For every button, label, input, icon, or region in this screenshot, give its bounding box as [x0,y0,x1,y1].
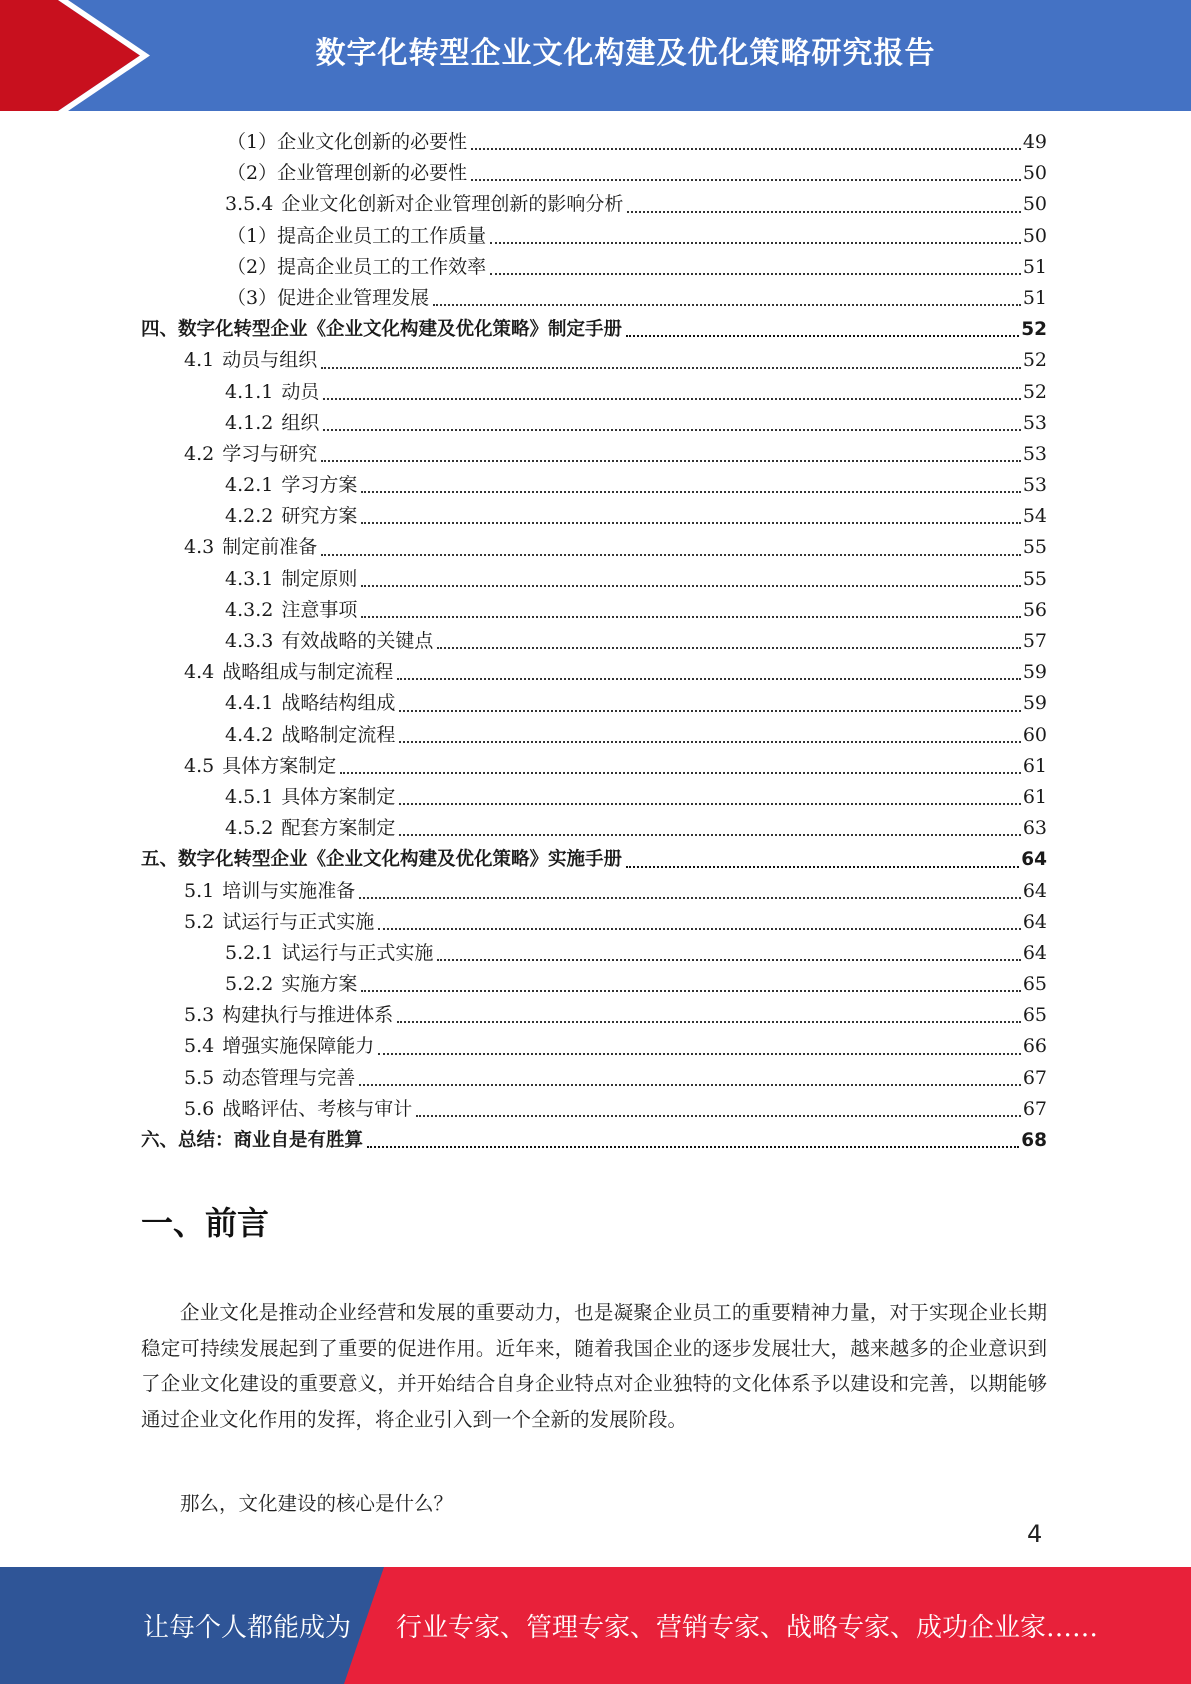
toc-entry[interactable] [141,1000,1047,1031]
toc-entry-page: 53 [1022,411,1047,434]
toc-dot-leader [397,677,1021,680]
toc-entry-number: 5.3 [184,1004,215,1027]
toc-entry-title: 制定前准备 [222,536,318,559]
page-number: 4 [1027,1520,1043,1548]
toc-entry-number: 4.4.1 [225,692,274,715]
toc-dot-leader [437,646,1020,649]
toc-entry-page: 55 [1022,567,1047,590]
toc-entry-page: 64 [1021,849,1047,871]
toc-dot-leader [378,1052,1021,1055]
toc-dot-leader [321,459,1021,462]
toc-dot-leader [437,958,1020,961]
toc-dot-leader [359,896,1021,899]
toc-dot-leader [340,771,1021,774]
toc-entry-page: 52 [1022,349,1047,372]
toc-entry-number: 4.5 [184,754,215,777]
toc-entry-title: 培训与实施准备 [222,879,356,902]
toc-dot-leader [471,147,1021,150]
toc-entry-page: 67 [1022,1097,1047,1120]
toc-dot-leader [361,521,1020,524]
toc-entry-page: 56 [1022,598,1047,621]
table-of-contents [141,127,1047,1156]
toc-entry-page: 64 [1022,941,1047,964]
toc-entry-number: 4.4.2 [225,723,274,746]
toc-entry[interactable] [141,439,1047,470]
toc-dot-leader [367,1145,1019,1148]
toc-entry-number: 4.3.3 [225,630,274,652]
toc-dot-leader [361,615,1020,618]
toc-entry-page: 60 [1022,723,1047,746]
toc-dot-leader [361,584,1020,587]
toc-entry-number: 4.3.2 [225,598,274,621]
toc-entry[interactable] [141,813,1047,844]
toc-entry-number: 4.2 [184,442,215,465]
toc-dot-leader [626,334,1019,337]
toc-entry-title: 有效战略的关键点 [281,630,434,652]
body-paragraph: 企业文化是推动企业经营和发展的重要动力，也是凝聚企业员工的重要精神力量，对于实现企业长期稳定可持续发展起到了重要的促进作用。近年来，随着我国企业的逐步发展壮大，越来越多的企业意识到了企业文化建设的重要意义，并开始结合自身企业特点对企业独特的文化体系予以建设和完善，以期能够通过企业文化作用的发挥，将企业引入到一个全新的发展阶段。 [141,1301,1047,1431]
toc-entry-number: 4.1 [184,349,215,372]
toc-entry[interactable] [141,751,1047,782]
toc-entry-title: （2）提高企业员工的工作效率 [227,255,487,278]
toc-entry[interactable] [141,782,1047,813]
toc-dot-leader [627,210,1020,213]
toc-entry-title: 五、数字化转型企业《企业文化构建及优化策略》实施手册 [141,849,623,871]
toc-entry[interactable] [141,969,1047,1000]
toc-entry-page: 59 [1022,661,1047,684]
toc-dot-leader [490,241,1021,244]
toc-entry[interactable] [141,626,1047,657]
toc-entry-number: 4.2.2 [225,505,274,528]
toc-entry-page: 49 [1022,131,1047,153]
toc-entry[interactable] [141,720,1047,751]
toc-entry-page: 65 [1022,973,1047,996]
toc-entry[interactable] [141,907,1047,938]
toc-dot-leader [399,740,1020,743]
toc-entry-title: 学习与研究 [222,442,318,465]
toc-entry[interactable] [141,158,1047,189]
toc-entry-page: 65 [1022,1004,1047,1027]
toc-entry-title: 注意事项 [281,598,358,621]
toc-entry-page: 52 [1021,319,1047,341]
toc-entry[interactable] [141,1094,1047,1125]
toc-dot-leader [361,989,1020,992]
toc-entry-title: 动员 [281,380,320,403]
toc-entry-title: 试运行与正式实施 [281,941,434,964]
toc-entry-title: 具体方案制定 [281,785,396,808]
toc-entry-page: 63 [1022,817,1047,840]
toc-entry-title: （1）企业文化创新的必要性 [227,131,468,153]
toc-entry-number: 4.1.1 [225,380,274,403]
toc-entry-title: 战略组成与制定流程 [222,661,394,684]
toc-entry-title: （3）促进企业管理发展 [227,286,430,309]
toc-dot-leader [361,490,1020,493]
toc-dot-leader [399,709,1020,712]
toc-dot-leader [321,553,1021,556]
chevron-icon [0,0,160,111]
toc-entry-page: 51 [1022,255,1047,278]
footer-slogan-left: 让每个人都能成为 [143,1613,352,1643]
toc-entry-page: 61 [1022,754,1047,777]
toc-entry-number: 4.5.1 [225,785,274,808]
toc-entry[interactable] [141,844,1047,875]
toc-entry[interactable] [141,189,1047,220]
toc-entry-title: 制定原则 [281,567,358,590]
toc-entry-title: （2）企业管理创新的必要性 [227,162,468,185]
toc-entry[interactable] [141,595,1047,626]
toc-entry-page: 50 [1022,162,1047,185]
toc-entry-page: 64 [1022,910,1047,933]
toc-entry-title: 战略结构组成 [281,692,396,715]
toc-entry-page: 51 [1022,286,1047,309]
toc-entry[interactable] [141,283,1047,314]
toc-dot-leader [399,833,1020,836]
toc-entry[interactable] [141,564,1047,595]
page-footer [0,1567,1191,1684]
toc-entry-number: 4.4 [184,661,215,684]
toc-entry-page: 64 [1022,879,1047,902]
toc-dot-leader [323,428,1020,431]
toc-entry-title: 动员与组织 [222,349,318,372]
toc-dot-leader [416,1114,1021,1117]
toc-entry-title: 学习方案 [281,474,358,497]
toc-entry-page: 68 [1021,1130,1047,1151]
toc-entry[interactable] [141,1125,1047,1156]
toc-dot-leader [626,865,1019,868]
toc-entry[interactable] [141,532,1047,563]
body-paragraph: 那么，文化建设的核心是什么？ [180,1492,454,1515]
toc-dot-leader [321,366,1021,369]
toc-entry[interactable] [141,688,1047,719]
toc-entry-title: 试运行与正式实施 [222,910,375,933]
toc-entry-title: 实施方案 [281,973,358,996]
toc-entry-page: 53 [1022,474,1047,497]
page-header [0,0,1191,111]
toc-entry-page: 57 [1022,630,1047,652]
toc-entry-title: 六、总结：商业自是有胜算 [141,1130,364,1151]
toc-entry-number: 4.3.1 [225,567,274,590]
toc-entry-number: 5.2.1 [225,941,274,964]
toc-entry-page: 50 [1022,224,1047,247]
toc-entry-title: 战略评估、考核与审计 [222,1097,413,1120]
toc-entry[interactable] [141,408,1047,439]
toc-entry[interactable] [141,938,1047,969]
toc-entry-page: 66 [1022,1035,1047,1058]
toc-entry-title: （1）提高企业员工的工作质量 [227,224,487,247]
toc-entry-number: 5.2.2 [225,973,274,996]
toc-entry[interactable] [141,470,1047,501]
toc-entry[interactable] [141,657,1047,688]
toc-entry-number: 3.5.4 [225,193,274,216]
toc-entry-title: 具体方案制定 [222,754,337,777]
toc-entry-title: 动态管理与完善 [222,1066,356,1089]
toc-entry[interactable] [141,501,1047,532]
toc-entry-title: 研究方案 [281,505,358,528]
toc-entry-number: 5.6 [184,1097,215,1120]
toc-entry-number: 4.2.1 [225,474,274,497]
toc-dot-leader [397,1020,1021,1023]
toc-dot-leader [399,802,1020,805]
toc-entry-page: 61 [1022,785,1047,808]
toc-entry-number: 4.5.2 [225,817,274,840]
toc-dot-leader [490,272,1021,275]
toc-entry-page: 53 [1022,442,1047,465]
toc-entry[interactable] [141,876,1047,907]
toc-entry[interactable] [141,377,1047,408]
toc-entry-title: 战略制定流程 [281,723,396,746]
toc-entry-number: 5.4 [184,1035,215,1058]
toc-entry[interactable] [141,1031,1047,1062]
toc-entry-number: 5.5 [184,1066,215,1089]
toc-entry-title: 四、数字化转型企业《企业文化构建及优化策略》制定手册 [141,319,623,341]
toc-entry-page: 54 [1022,505,1047,528]
toc-entry-page: 67 [1022,1066,1047,1089]
toc-entry[interactable] [141,1063,1047,1094]
toc-entry-number: 4.3 [184,536,215,559]
footer-slogan-right: 行业专家、管理专家、营销专家、战略专家、成功企业家…… [396,1613,1099,1643]
toc-entry-title: 配套方案制定 [281,817,396,840]
toc-entry[interactable] [141,345,1047,376]
report-title: 数字化转型企业文化构建及优化策略研究报告 [315,36,936,71]
toc-entry-page: 59 [1022,692,1047,715]
toc-dot-leader [433,303,1021,306]
toc-entry-number: 5.1 [184,879,215,902]
toc-entry-title: 增强实施保障能力 [222,1035,375,1058]
toc-entry-page: 55 [1022,536,1047,559]
toc-entry-page: 50 [1022,193,1047,216]
toc-entry[interactable] [141,252,1047,283]
section-heading: 一、前言 [141,1204,270,1242]
toc-dot-leader [359,1083,1021,1086]
toc-entry[interactable] [141,127,1047,158]
toc-entry-number: 5.2 [184,910,215,933]
toc-entry-page: 52 [1022,380,1047,403]
toc-entry-title: 组织 [281,411,320,434]
toc-entry[interactable] [141,314,1047,345]
toc-entry-number: 4.1.2 [225,411,274,434]
toc-dot-leader [323,397,1020,400]
toc-dot-leader [378,927,1021,930]
toc-entry-title: 构建执行与推进体系 [222,1004,394,1027]
toc-dot-leader [471,178,1021,181]
toc-entry[interactable] [141,221,1047,252]
toc-entry-title: 企业文化创新对企业管理创新的影响分析 [281,193,624,216]
